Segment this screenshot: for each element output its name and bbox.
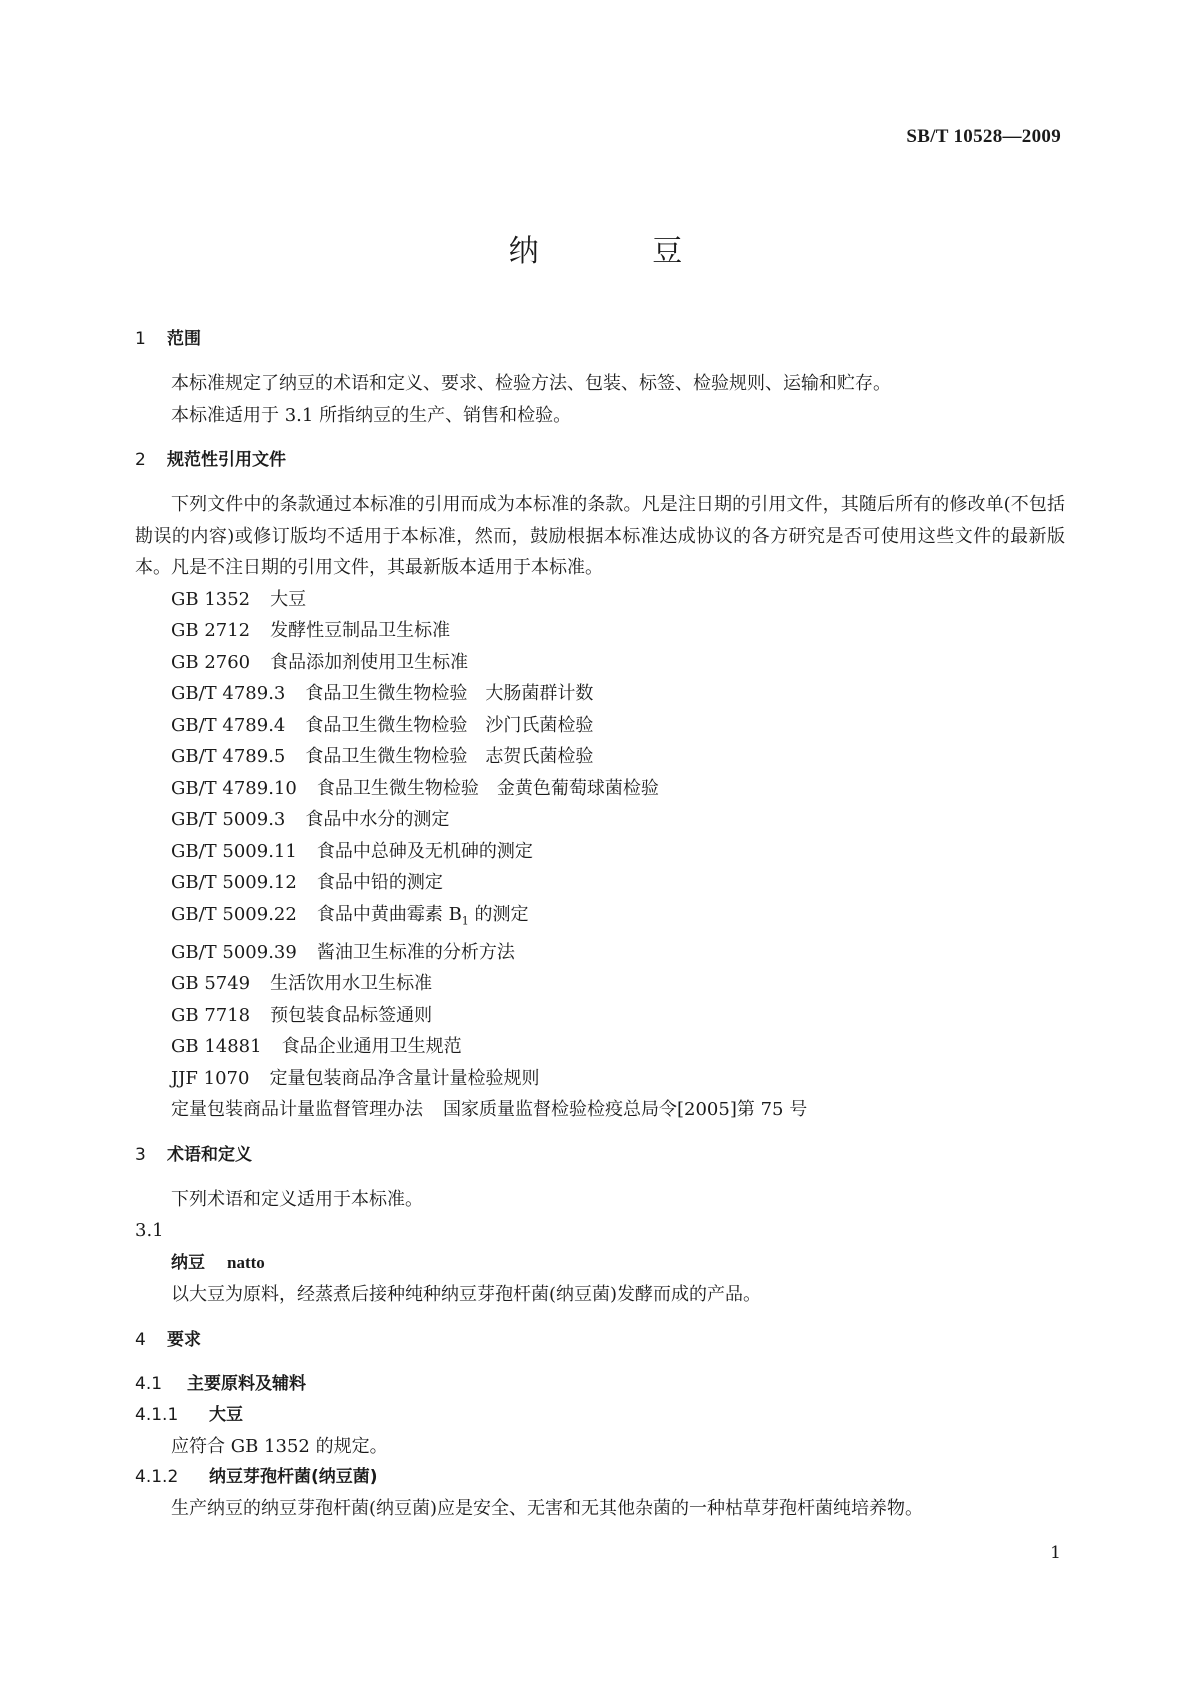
term-definition: 以大豆为原料，经蒸煮后接种纯种纳豆芽孢杆菌(纳豆菌)发酵而成的产品。: [171, 1284, 762, 1306]
reference-item: [135, 647, 1065, 679]
subsection-heading-soybean: [135, 1400, 1065, 1431]
paragraph: 应符合 GB 1352 的规定。: [171, 1435, 388, 1457]
reference-name: 食品卫生微生物检验 沙门氏菌检验: [305, 714, 594, 736]
reference-code: GB/T 4789.5: [171, 746, 286, 767]
reference-code: GB/T 5009.22: [171, 903, 297, 925]
reference-name: 预包装食品标签通则: [270, 1004, 433, 1026]
subsection-number: 4.1.1: [135, 1404, 179, 1425]
reference-item: [135, 1031, 1065, 1063]
section-title: 范围: [167, 329, 201, 349]
reference-name: 食品中总砷及无机砷的测定: [316, 840, 533, 862]
reference-code: GB/T 4789.3: [171, 683, 286, 704]
section-heading-requirements: [135, 1323, 1065, 1357]
reference-name-suffix: 的测定: [468, 903, 529, 925]
reference-name: 发酵性豆制品卫生标准: [270, 620, 451, 641]
reference-item: [135, 836, 1065, 868]
section-number: 1: [135, 329, 146, 349]
reference-code: GB 1352: [171, 588, 251, 610]
reference-item: [135, 1063, 1065, 1095]
reference-item: [135, 741, 1065, 773]
reference-item: [135, 804, 1065, 836]
reference-name: 食品中水分的测定: [305, 809, 450, 830]
term-number: 3.1: [135, 1220, 164, 1242]
reference-name: 食品中铅的测定: [316, 872, 443, 893]
subsection-heading-bacillus: [135, 1462, 1065, 1493]
subsection-title: 纳豆芽孢杆菌(纳豆菌): [209, 1467, 378, 1488]
reference-item: [135, 937, 1065, 969]
reference-code: GB/T 5009.12: [171, 872, 297, 893]
paragraph: 生产纳豆的纳豆芽孢杆菌(纳豆菌)应是安全、无害和无其他杂菌的一种枯草芽孢杆菌纯培养物。: [171, 1498, 924, 1520]
section-number: 3: [135, 1144, 146, 1165]
reference-code: JJF 1070: [171, 1067, 250, 1089]
reference-code: 定量包装商品计量监督管理办法: [171, 1099, 423, 1121]
subsection-heading-raw-materials: [135, 1369, 1065, 1400]
reference-name: 食品中黄曲霉素 B: [316, 903, 462, 925]
reference-item: [135, 1094, 1065, 1126]
document-body: [135, 322, 1065, 1525]
reference-code: GB 7718: [171, 1004, 251, 1026]
reference-item: [135, 678, 1065, 710]
paragraph: 下列术语和定义适用于本标准。: [171, 1188, 423, 1210]
section-title: 规范性引用文件: [167, 450, 286, 470]
reference-item: [135, 615, 1065, 647]
reference-name: 食品企业通用卫生规范: [281, 1036, 462, 1058]
reference-code: GB 2760: [171, 651, 251, 673]
standard-code: SB/T 10528—2009: [906, 126, 1061, 147]
subsection-title: 大豆: [209, 1404, 243, 1425]
subsection-number: 4.1: [135, 1373, 163, 1394]
reference-name: 酱油卫生标准的分析方法: [316, 941, 515, 963]
subsection-title: 主要原料及辅料: [187, 1373, 306, 1394]
reference-item: [135, 899, 1065, 937]
reference-item: [135, 584, 1065, 616]
paragraph: 下列文件中的条款通过本标准的引用而成为本标准的条款。凡是注日期的引用文件，其随后所有的修改单(不包括勘误的内容)或修订版均不适用于本标准，然而，鼓励根据本标准达成协议的各方研究是否可使用这些文件的最新版本。凡是不注日期的引用文件，其最新版本适用于本标准。: [135, 494, 1065, 578]
reference-item: [135, 968, 1065, 1000]
reference-name: 食品卫生微生物检验 志贺氏菌检验: [305, 746, 594, 767]
reference-code: GB 5749: [171, 973, 251, 995]
term-name: [135, 1247, 1065, 1280]
subsection-number: 4.1.2: [135, 1467, 179, 1488]
reference-name: 国家质量监督检验检疫总局令[2005]第 75 号: [443, 1099, 808, 1121]
reference-code: GB/T 5009.39: [171, 941, 297, 963]
reference-name: 定量包装商品净含量计量检验规则: [269, 1067, 540, 1089]
section-heading-scope: [135, 322, 1065, 356]
reference-code: GB/T 5009.11: [171, 840, 297, 862]
reference-list: [135, 584, 1065, 1126]
section-title: 要求: [167, 1329, 201, 1350]
paragraph: 本标准适用于 3.1 所指纳豆的生产、销售和检验。: [171, 404, 572, 426]
reference-item: [135, 710, 1065, 742]
paragraph: 本标准规定了纳豆的术语和定义、要求、检验方法、包装、标签、检验规则、运输和贮存。: [171, 373, 891, 394]
reference-code: GB/T 5009.3: [171, 809, 286, 830]
section-title: 术语和定义: [167, 1144, 252, 1165]
page-number: 1: [1050, 1543, 1061, 1563]
reference-code: GB/T 4789.4: [171, 714, 286, 736]
reference-item: [135, 1000, 1065, 1032]
reference-name: 大豆: [270, 588, 307, 610]
section-number: 4: [135, 1329, 146, 1350]
reference-name: 生活饮用水卫生标准: [270, 973, 433, 995]
reference-name: 食品卫生微生物检验 大肠菌群计数: [305, 683, 594, 704]
section-number: 2: [135, 450, 146, 470]
document-title: 纳 豆: [508, 234, 735, 269]
reference-item: [135, 867, 1065, 899]
reference-code: GB/T 4789.10: [171, 777, 297, 799]
reference-name: 食品卫生微生物检验 金黄色葡萄球菌检验: [316, 777, 659, 799]
reference-subscript: 1: [461, 914, 469, 928]
reference-code: GB 2712: [171, 620, 251, 641]
reference-item: [135, 773, 1065, 805]
term-name-en: natto: [227, 1252, 265, 1272]
term-name-zh: 纳豆: [171, 1252, 205, 1273]
reference-code: GB 14881: [171, 1036, 262, 1058]
section-heading-normative-references: [135, 443, 1065, 477]
section-heading-terms: [135, 1138, 1065, 1172]
reference-name: 食品添加剂使用卫生标准: [270, 651, 469, 673]
